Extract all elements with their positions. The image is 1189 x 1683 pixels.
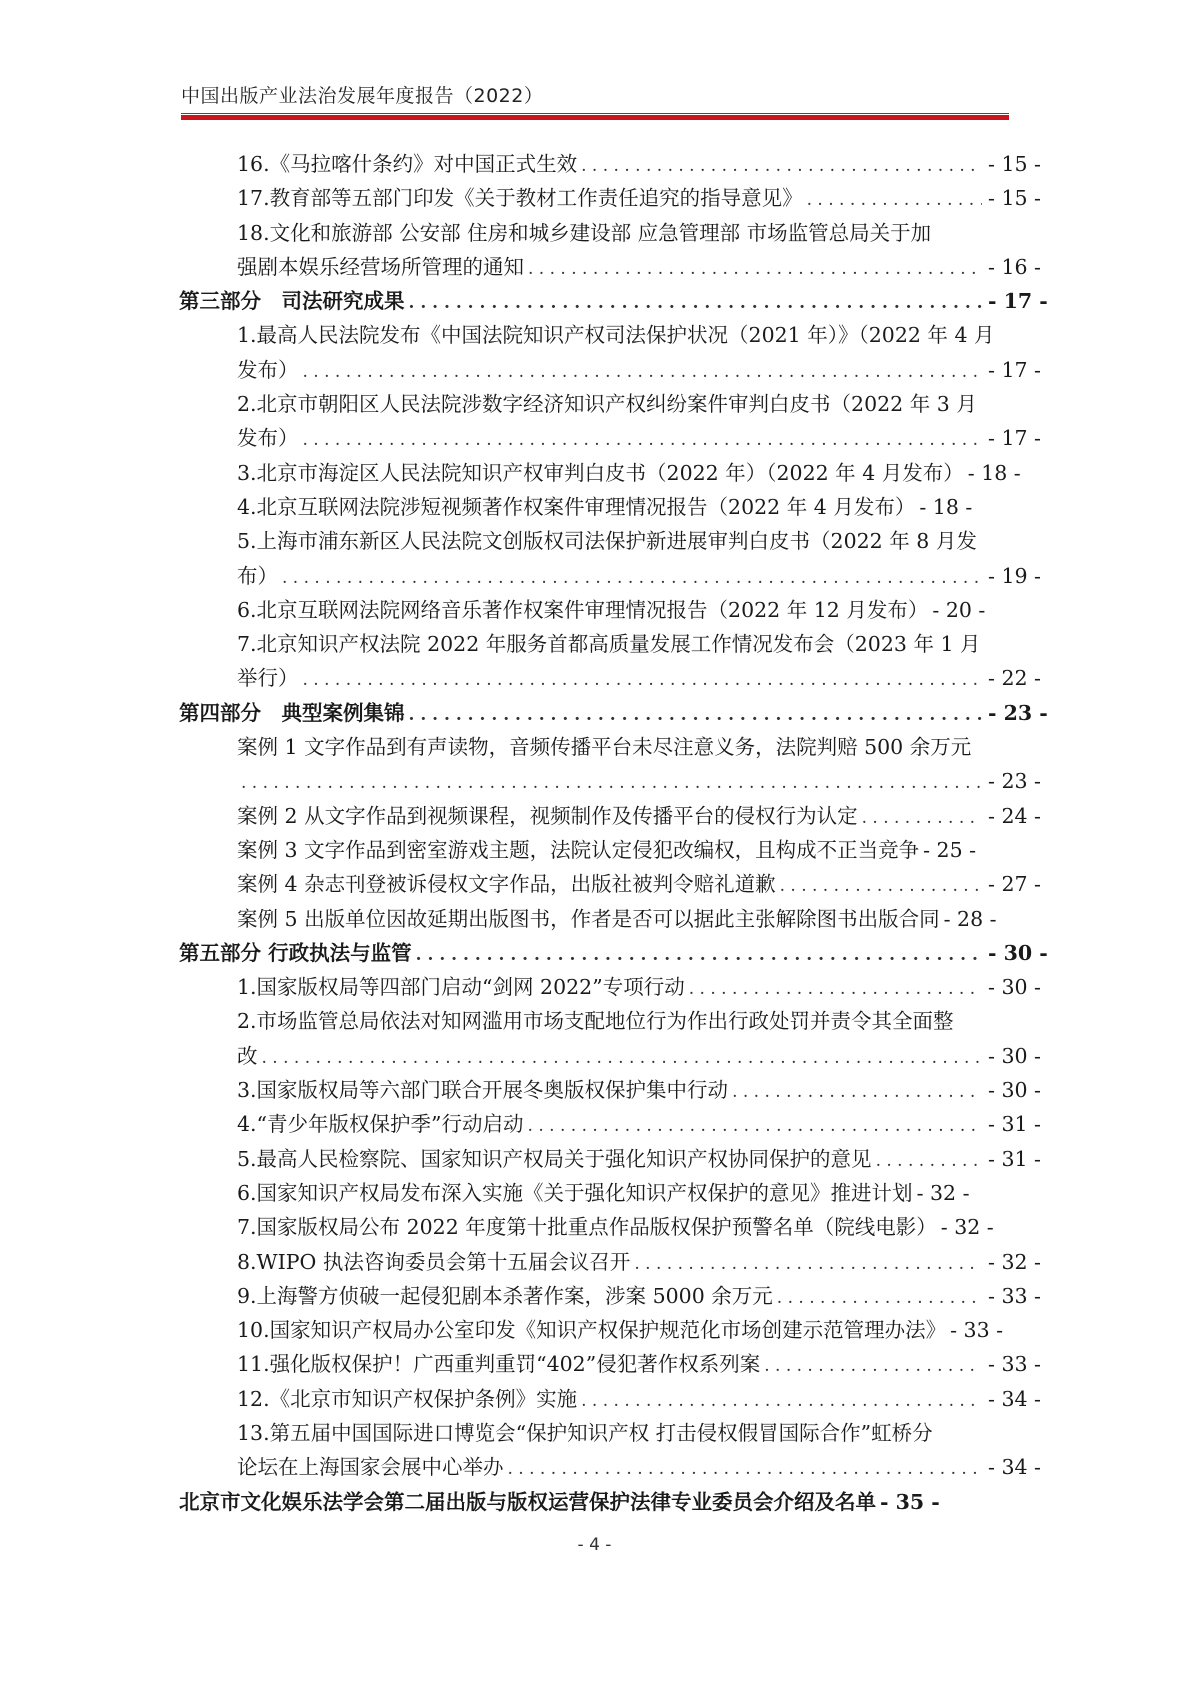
toc-entry-title: 3.国家版权局等六部门联合开展冬奥版权保护集中行动 [237,1078,729,1103]
toc-entry[interactable] [179,867,1059,901]
running-header [181,84,1009,108]
toc-page-number: - 15 - [988,152,1041,176]
toc-entry-title: 1.国家版权局等四部门启动“剑网 2022”专项行动 [237,975,685,1000]
toc-entry[interactable] [179,1142,1059,1176]
toc-page-number: - 35 - [880,1489,940,1514]
toc-page-number: - 28 - [943,906,997,931]
toc-page-number: - 33 - [988,1352,1041,1377]
report-title: 中国出版产业法治发展年度报告（2022） [181,85,544,107]
toc-page-number: - 27 - [988,872,1041,897]
toc-entry-title: 第三部分 司法研究成果 [179,289,405,314]
toc-entry[interactable] [179,181,1059,215]
toc-entry[interactable] [179,730,1059,764]
dot-leader [732,1075,982,1109]
toc-part-heading[interactable] [179,936,1059,970]
toc-entry-title: 案例 5 出版单位因故延期出版图书，作者是否可以据此主张解除图书出版合同 [237,906,940,931]
toc-part-heading[interactable] [179,696,1059,730]
toc-page-number: - 18 - [919,494,973,519]
toc-entry[interactable] [179,902,1059,936]
dot-leader [508,1452,983,1486]
toc-page-number: - 32 - [988,1249,1041,1274]
toc-entry[interactable] [179,1313,1059,1347]
dot-leader [764,1349,982,1383]
toc-page-number: - 30 - [988,975,1041,1000]
dot-leader [241,766,982,800]
dot-leader [303,663,983,697]
toc-page-number: - 30 - [988,940,1048,965]
toc-entry[interactable] [179,456,1059,490]
toc-page-number: - 20 - [932,597,986,622]
toc-entry-title: 7.国家版权局公布 2022 年度第十批重点作品版权保护预警名单（院线电影） [237,1215,937,1240]
dot-leader [528,1109,982,1143]
toc-entry-title: 6.北京互联网法院网络音乐著作权案件审理情况报告（2022 年 12 月发布） [237,597,929,622]
toc-page-number: - 17 - [988,357,1041,382]
toc-entry[interactable] [179,559,1059,593]
toc-page-number: - 33 - [988,1283,1041,1308]
toc-entry-title: 北京市文化娱乐法学会第二届出版与版权运营保护法律专业委员会介绍及名单 [179,1489,876,1514]
toc-part-heading[interactable] [179,1485,1059,1519]
toc-entry-title: 第五部分 行政执法与监管 [179,940,412,965]
toc-entry[interactable] [179,661,1059,695]
toc-entry-title: 12.《北京市知识产权保护条例》实施 [237,1386,578,1411]
toc-page-number: - 17 - [988,289,1048,314]
dot-leader [409,698,983,732]
dot-leader [282,561,982,595]
toc-entry-title: 7.北京知识产权法院 2022 年服务首都高质量发展工作情况发布会（2023 年 1 月 [237,632,981,657]
toc-entry[interactable] [179,1347,1059,1381]
toc-entry-title: 案例 4 杂志刊登被诉侵权文字作品，出版社被判令赔礼道歉 [237,872,776,897]
toc-entry-title: 6.国家知识产权局发布深入实施《关于强化知识产权保护的意见》推进计划 [237,1180,913,1205]
toc-entry[interactable] [179,833,1059,867]
toc-entry[interactable] [179,318,1059,352]
toc-page-number: - 34 - [988,1455,1041,1480]
dot-leader [303,355,983,389]
toc-entry-title: 17.教育部等五部门印发《关于教材工作责任追究的指导意见》 [237,186,803,211]
toc-entry-title: 11.强化版权保护！广西重判重罚“402”侵犯著作权系列案 [237,1352,761,1377]
toc-page-number: - 22 - [988,666,1041,691]
toc-page-number: - 17 - [988,426,1041,451]
toc-entry-title: 18.文化和旅游部 公安部 住房和城乡建设部 应急管理部 市场监管总局关于加 [237,220,932,245]
toc-entry[interactable] [179,970,1059,1004]
toc-entry-title: 10.国家知识产权局办公室印发《知识产权保护规范化市场创建示范管理办法》 [237,1318,947,1343]
toc-entry[interactable] [179,216,1059,250]
dot-leader [416,938,982,972]
header-rule [181,113,1009,114]
toc-page-number: - 24 - [988,803,1041,828]
toc-entry-title: 发布） [237,357,299,382]
toc-page-number: - 25 - [923,837,977,862]
dot-leader [262,1041,983,1075]
dot-leader [528,252,982,286]
toc-entry-title: 改 [237,1043,258,1068]
toc-entry-title: 案例 2 从文字作品到视频课程，视频制作及传播平台的侵权行为认定 [237,803,858,828]
toc-entry-title: 3.北京市海淀区人民法院知识产权审判白皮书（2022 年）（2022 年 4 月发布） [237,460,964,485]
toc-entry-title: 5.最高人民检察院、国家知识产权局关于强化知识产权协同保护的意见 [237,1146,872,1171]
toc-page-number: - 31 - [988,1146,1041,1171]
toc-entry[interactable] [179,593,1059,627]
toc-entry-title: 发布） [237,426,299,451]
toc-page-number: - 32 - [916,1180,970,1205]
toc-entry-title: 2.市场监管总局依法对知网滥用市场支配地位行为作出行政处罚并责令其全面整 [237,1009,954,1034]
toc-part-heading[interactable] [179,284,1059,318]
toc-entry[interactable] [179,1416,1059,1450]
table-of-contents [179,147,1059,1519]
toc-page-number: - 16 - [988,254,1041,279]
toc-entry[interactable] [179,387,1059,421]
toc-page-number: - 33 - [950,1318,1004,1343]
toc-page-number: - 32 - [940,1215,994,1240]
toc-entry[interactable] [179,250,1059,284]
toc-entry-title: 16.《马拉喀什条约》对中国正式生效 [237,152,578,176]
toc-entry[interactable] [179,1176,1059,1210]
toc-page-number: - 34 - [988,1386,1041,1411]
toc-entry-title: 9.上海警方侦破一起侵犯剧本杀著作案，涉案 5000 余万元 [237,1283,773,1308]
toc-entry[interactable] [179,1073,1059,1107]
toc-entry[interactable] [179,1210,1059,1244]
toc-page-number: - 23 - [988,769,1041,794]
toc-entry-title: 5.上海市浦东新区人民法院文创版权司法保护新进展审判白皮书（2022 年 8 月发 [237,529,977,554]
toc-entry-title: 论坛在上海国家会展中心举办 [237,1455,504,1480]
toc-entry[interactable] [179,1382,1059,1416]
toc-entry-title: 第四部分 典型案例集锦 [179,700,405,725]
toc-entry[interactable] [179,353,1059,387]
toc-entry-title: 2.北京市朝阳区人民法院涉数字经济知识产权纠纷案件审判白皮书（2022 年 3 月 [237,392,977,417]
header-rule-thick [181,115,1009,120]
toc-entry[interactable] [179,764,1059,798]
toc-entry-title: 4.北京互联网法院涉短视频著作权案件审理情况报告（2022 年 4 月发布） [237,494,916,519]
dot-leader [581,149,982,183]
toc-entry[interactable] [179,1039,1059,1073]
toc-entry-title: 13.第五届中国国际进口博览会“保护知识产权 打击侵权假冒国际合作”虹桥分 [237,1420,933,1445]
toc-entry[interactable] [179,524,1059,558]
toc-page-number: - 23 - [988,700,1048,725]
toc-entry-title: 强剧本娱乐经营场所管理的通知 [237,254,524,279]
toc-entry-title: 案例 3 文字作品到密室游戏主题，法院认定侵犯改编权，且构成不正当竞争 [237,837,920,862]
toc-entry[interactable] [179,1245,1059,1279]
toc-entry-title: 举行） [237,666,299,691]
toc-entry[interactable] [179,490,1059,524]
toc-entry-title: 8.WIPO 执法咨询委员会第十五届会议召开 [237,1249,631,1274]
toc-entry[interactable] [179,1279,1059,1313]
toc-entry-title: 案例 1 文字作品到有声读物，音频传播平台未尽注意义务，法院判赔 500 余万元 [237,735,972,760]
toc-entry[interactable] [179,1450,1059,1484]
toc-entry[interactable] [179,147,1059,181]
toc-entry[interactable] [179,1004,1059,1038]
toc-page-number: - 15 - [988,186,1041,211]
toc-page-number: - 18 - [967,460,1021,485]
page-number: - 4 - [577,1535,612,1555]
toc-page-number: - 30 - [988,1043,1041,1068]
dot-leader [303,423,983,457]
toc-entry-title: 布） [237,563,278,588]
dot-leader [777,1281,982,1315]
dot-leader [409,286,983,320]
dot-leader [581,1384,982,1418]
toc-entry[interactable] [179,799,1059,833]
toc-entry[interactable] [179,421,1059,455]
toc-page-number: - 31 - [988,1112,1041,1137]
dot-leader [876,1144,982,1178]
dot-leader [807,183,982,217]
toc-entry[interactable] [179,1107,1059,1141]
toc-page-number: - 19 - [988,563,1041,588]
dot-leader [634,1247,982,1281]
dot-leader [862,801,982,835]
dot-leader [689,972,982,1006]
dot-leader [780,869,982,903]
toc-entry[interactable] [179,627,1059,661]
toc-entry-title: 4.“青少年版权保护季”行动启动 [237,1112,524,1137]
toc-page-number: - 30 - [988,1078,1041,1103]
toc-entry-title: 1.最高人民法院发布《中国法院知识产权司法保护状况（2021 年）》（2022 年 4 月 [237,323,995,348]
